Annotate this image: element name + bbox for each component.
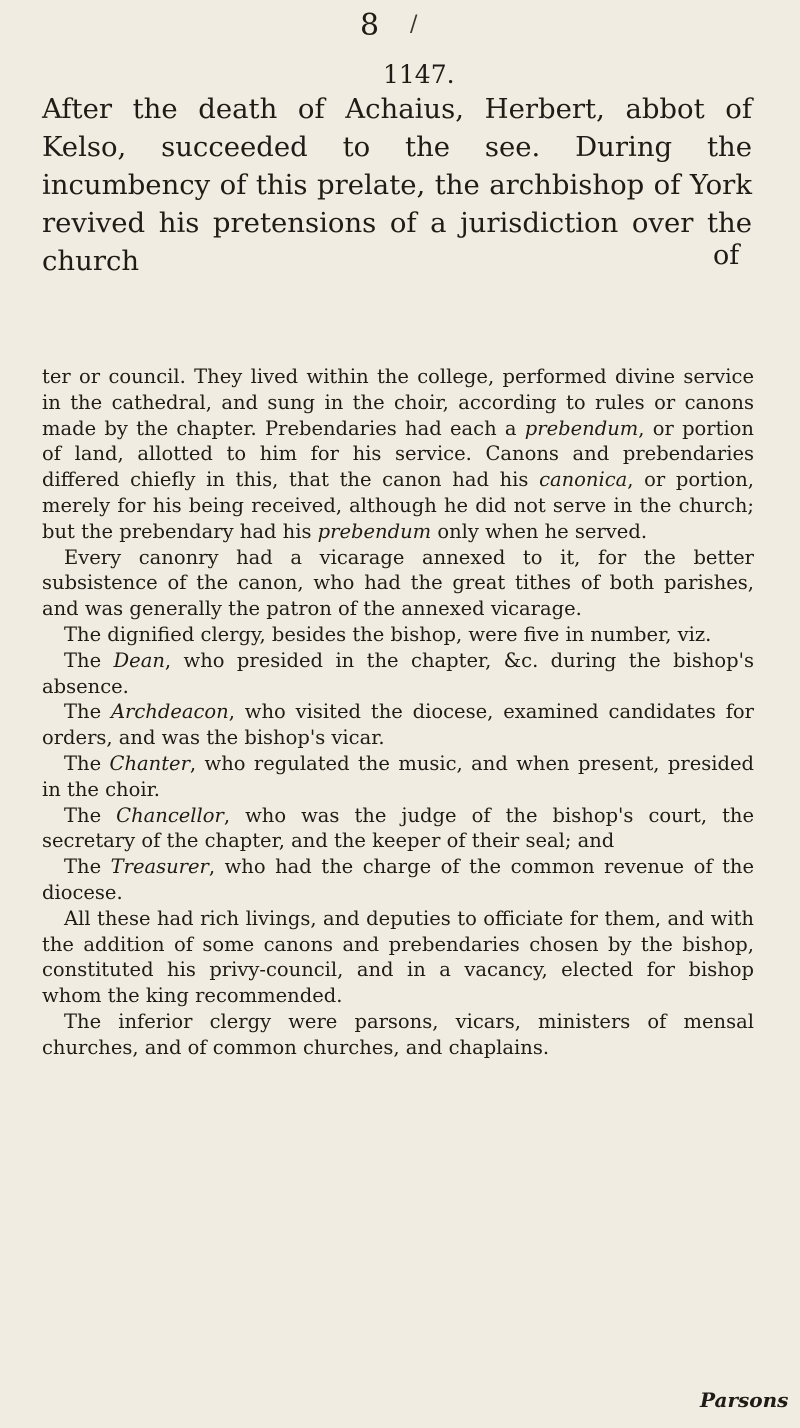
entry-dean: The Dean, who presided in the chapter, &c. during the bishop's absence.	[42, 648, 754, 698]
lower-text-block	[42, 364, 754, 1061]
term-prebendum: prebendum	[524, 416, 639, 440]
paragraph-privy-council: All these had rich livings, and deputies to officiate for them, and with the addition of some canons and prebendaries chosen by the bishop, constituted his privy-council, and in a vacancy, elected for bishop whom the king recommended.	[42, 906, 754, 1008]
paragraph-canonry: Every canonry had a vicarage annexed to it, for the better subsistence of the canon, who had the great tithes of both parishes, and was generally the patron of the annexed vicarage.	[42, 545, 754, 621]
entry-archdeacon: The Archdeacon, who visited the diocese, examined candidates for orders, and was the bishop's vicar.	[42, 700, 754, 750]
top-catchword: of	[713, 240, 740, 271]
term-prebendum-2: prebendum	[317, 519, 432, 543]
page-number: 8	[360, 8, 382, 43]
term-canonica: canonica	[539, 468, 628, 492]
paragraph-dignified-clergy: The dignified clergy, besides the bishop, were five in number, viz.	[64, 622, 712, 646]
paragraph-chapter: ter or council. They lived within the college, performed divine service in the cathedral, and sung in the choir, according to rules or canons made by the chapter. Prebendaries had each a prebendum, or portion of land, allotted to him for his service. Canons and prebendaries differed chiefly in this, that the canon had his canonica, or portion, merely for his being received, although he did not serve in the church; but the prebendary had his prebendum only when he served.	[42, 365, 754, 543]
year-heading: 1147.	[383, 60, 455, 89]
top-paragraph: After the death of Achaius, Herbert, abbot of Kelso, succeeded to the see. During the incumbency of this prelate, the archbishop of York revived his pretensions of a jurisdiction over the church	[42, 93, 752, 277]
page-slash-mark: /	[410, 12, 418, 37]
entry-chancellor: The Chancellor, who was the judge of the bishop's court, the secretary of the chapter, and the keeper of their seal; and	[42, 803, 755, 853]
entry-chanter: The Chanter, who regulated the music, and when present, presided in the choir.	[42, 751, 754, 801]
entry-treasurer: The Treasurer, who had the charge of the common revenue of the diocese.	[42, 855, 754, 904]
bottom-catchword: Parsons	[700, 1388, 789, 1412]
paragraph-inferior-clergy: The inferior clergy were parsons, vicars, ministers of mensal churches, and of common churches, and chaplains.	[42, 1009, 754, 1059]
